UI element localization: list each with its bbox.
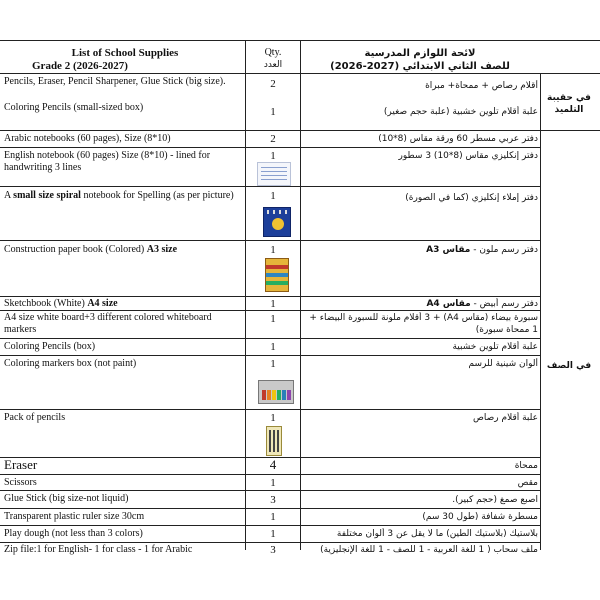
col-divider [540,73,541,550]
title-ar-line-2: للصف الثاني الابتدائي (2027-2026) [330,61,510,72]
item-qty: 1 [270,106,276,118]
construction-paper-image [265,258,289,292]
item-qty: 1 [270,477,276,489]
rule [0,542,540,543]
rule [0,186,540,187]
item-name: Construction paper book (Colored) A3 size [4,244,178,255]
qty-header [247,47,299,71]
item-name: Sketchbook (White) A4 size [4,298,118,309]
list-title-ar [302,47,538,73]
item-name: Coloring Pencils (small-sized box) [4,102,144,113]
item-name: A small size spiral notebook for Spelling (as per picture) [4,190,234,201]
title-line-1: List of School Supplies [71,47,179,59]
rule [0,508,540,509]
item-qty: 1 [270,150,276,162]
item-qty: 2 [270,133,276,145]
qty-header-en: Qty. [264,47,282,58]
item-qty: 4 [269,459,277,471]
title-ar-line-1: لائحة اللوازم المدرسية [364,48,476,59]
item-qty: 1 [270,313,276,325]
item-name: Eraser [4,459,38,471]
item-name: Pack of pencils [4,412,66,423]
item-name: Arabic notebooks (60 pages), Size (8*10) [4,133,171,144]
item-name-ar: أقلام رصاص + ممحاة+ مبراة [425,81,538,91]
col-divider [245,40,246,550]
item-name-ar: دفتر عربي مسطر 60 ورقة مقاس (8*10) [378,134,538,144]
rule [0,490,540,491]
rule [0,409,540,410]
item-qty: 1 [270,190,276,202]
item-name-ar: ألوان شينية للرسم [468,359,538,369]
item-name: Play dough (not less than 3 colors) [4,528,143,539]
item-name: Coloring markers box (not paint) [4,358,137,369]
item-name-ar: بلاستيك (بلاستيك الطين) ما لا يقل عن 3 ألوان مختلفة [336,529,538,539]
item-qty: 3 [270,494,276,506]
rule [0,296,540,297]
rule [0,525,540,526]
item-name-ar: مقص [517,478,538,488]
rule [0,240,540,241]
item-name-ar: دفتر رسم ملون - مقاس A3 [426,245,538,255]
item-name-ar: مسطرة شفافة (طول 30 سم) [422,512,538,522]
item-qty: 1 [270,511,276,523]
pencils-pack-image [266,426,282,456]
lined-notebook-image [257,162,291,186]
item-name: Coloring Pencils (box) [4,341,96,352]
rule [0,457,540,458]
item-name-ar: ملف سحاب ( 1 للغة العربية - 1 للصف - 1 للغة الإنجليزية) [320,545,538,555]
item-name: English notebook (60 pages) Size (8*10) - lined for handwriting 3 lines [4,150,211,173]
item-name-ar: علبة أقلام رصاص [473,413,538,423]
item-qty: 1 [270,358,276,370]
item-name-ar: علبة أقلام تلوين خشبية (علبة حجم صغير) [383,107,538,117]
location-student-bag: في حقيبة التلميذ [547,93,591,115]
qty-header-ar: العدد [263,60,283,70]
item-qty: 2 [270,78,276,90]
item-qty: 1 [270,528,276,540]
rule [0,147,540,148]
title-line-2: Grade 2 (2026-2027) [32,60,128,72]
item-name: Pencils, Eraser, Pencil Sharpener, Glue Stick (big size). [4,76,226,87]
spiral-notebook-image [263,207,291,237]
rule [0,355,540,356]
item-qty: 1 [270,244,276,256]
item-qty: 3 [270,544,276,556]
rule [0,474,540,475]
markers-box-image [258,380,294,404]
item-name: Transparent plastic ruler size 30cm [4,511,145,522]
item-name-ar: دفتر إملاء إنكليزي (كما في الصورة) [405,193,538,203]
item-name: Glue Stick (big size-not liquid) [4,493,129,504]
item-qty: 1 [270,298,276,310]
location-in-class: في الصف [546,361,592,371]
item-name-ar: ممحاة [514,461,538,471]
item-name-ar: سبورة بيضاء (مقاس A4) + 3 أقلام ملونة للسبورة البيضاء + 1 ممحاة سبورة) [309,313,538,335]
list-title [10,47,240,73]
item-qty: 1 [270,341,276,353]
item-name-ar: اصبع صمغ (حجم كبير). [452,495,538,505]
rule [0,310,540,311]
col-divider [300,40,301,550]
item-qty: 1 [270,412,276,424]
item-name-ar: دفتر رسم أبيض - مقاس A4 [426,299,538,309]
item-name-ar: دفتر إنكليزي مقاس (8*10) 3 سطور [398,151,538,161]
rule [0,338,540,339]
item-name: Scissors [4,477,37,488]
item-name-ar: علبة أقلام تلوين خشبية [452,342,538,352]
item-name: Zip file:1 for English- 1 for class - 1 for Arabic [4,544,193,555]
item-name: A4 size white board+3 different colored whiteboard markers [4,312,212,335]
